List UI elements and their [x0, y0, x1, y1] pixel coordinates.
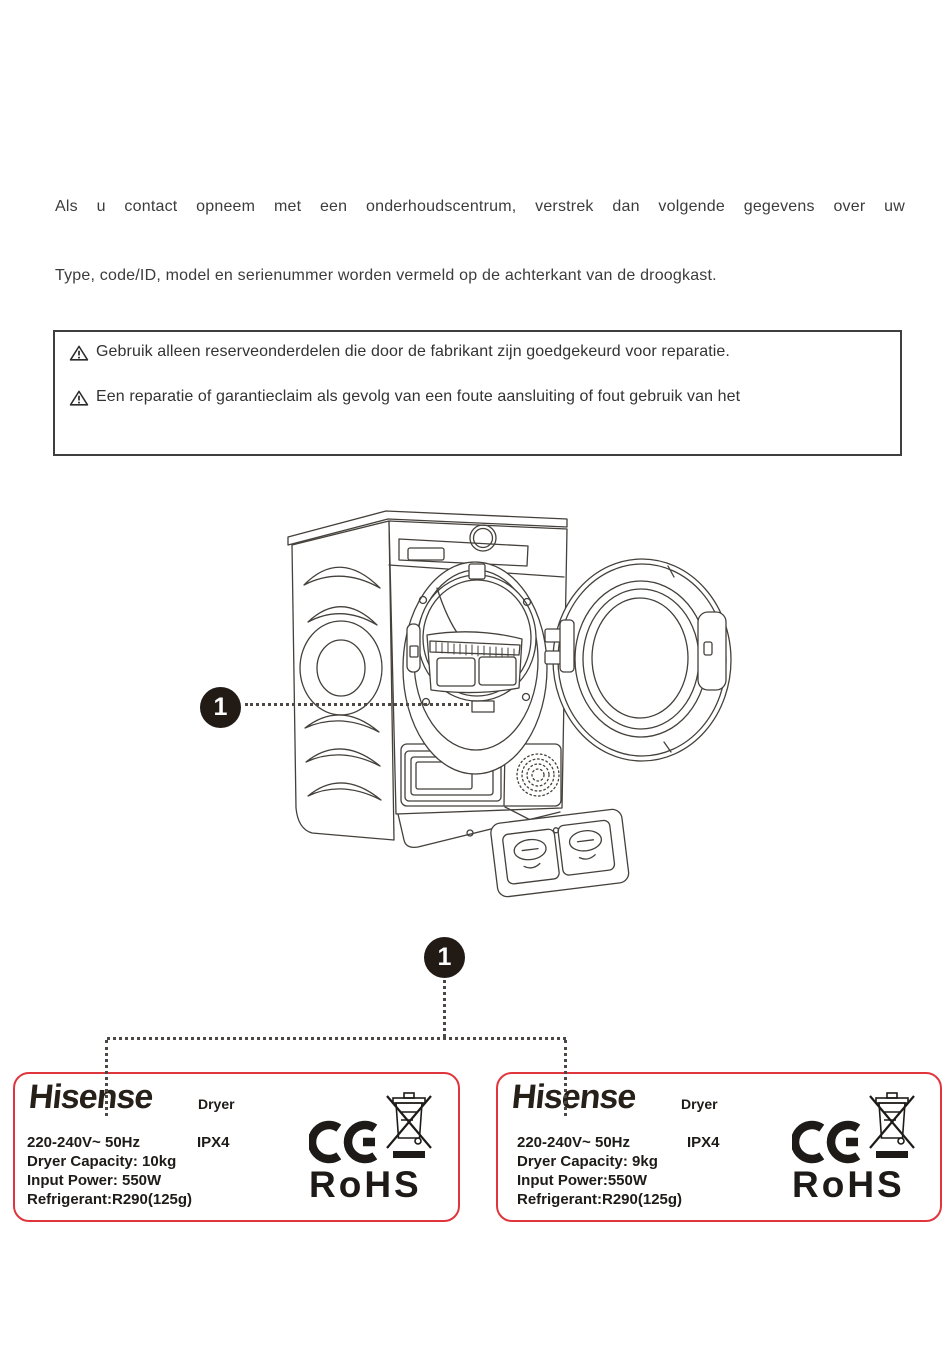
product-type-label: Dryer	[198, 1096, 235, 1112]
rating-label-9kg	[496, 1072, 942, 1222]
dryer-door	[553, 559, 731, 761]
callout-number: 1	[437, 943, 452, 971]
callout-badge-2	[424, 937, 465, 978]
hisense-logo: Hisense	[510, 1078, 638, 1116]
dryer-illustration	[280, 490, 740, 910]
intro-paragraph-1: Als u contact opneem met een onderhoudscentrum, verstrek dan volgende gegevens over uw	[55, 198, 905, 215]
rating-label-10kg	[13, 1072, 460, 1222]
ce-mark-icon	[792, 1118, 870, 1166]
warning-box	[53, 330, 902, 456]
callout-number: 1	[213, 693, 228, 721]
warning-item	[69, 388, 740, 407]
dotted-connector-left-label	[105, 1040, 108, 1116]
refrigerant-line: Refrigerant:R290(125g)	[27, 1191, 193, 1208]
refrigerant-line: Refrigerant:R290(125g)	[517, 1191, 683, 1208]
warning-icon	[69, 389, 89, 407]
rohs-mark: RoHS	[309, 1164, 422, 1205]
rating-specs	[517, 1133, 720, 1209]
dryer-side-panel	[292, 521, 394, 840]
warning-text: Een reparatie of garantieclaim als gevolg van een foute aansluiting of fout gebruik van het	[96, 388, 741, 405]
weee-bin-icon	[867, 1090, 917, 1160]
dotted-connector-right-label	[564, 1040, 567, 1116]
intro-paragraph-2: Type, code/ID, model en serienummer worden vermeld op de achterkant van de droogkast.	[55, 267, 717, 284]
input-power-line: Input Power: 550W	[27, 1172, 162, 1189]
voltage-frequency: 220-240V~ 50Hz	[27, 1134, 140, 1151]
weee-bin-icon	[384, 1090, 434, 1160]
warning-icon	[69, 344, 89, 362]
lint-filter-basket	[427, 632, 522, 693]
ip-rating: IPX4	[687, 1134, 720, 1151]
dotted-connector-callout2-stem	[443, 980, 446, 1037]
ip-rating: IPX4	[197, 1134, 230, 1151]
rating-specs	[27, 1133, 230, 1209]
warning-text: Gebruik alleen reserveonderdelen die door de fabrikant zijn goedgekeurd voor reparatie.	[96, 343, 730, 360]
rohs-mark: RoHS	[792, 1164, 905, 1205]
input-power-line: Input Power:550W	[517, 1172, 648, 1189]
hisense-logo: Hisense	[27, 1078, 155, 1116]
ce-mark-icon	[309, 1118, 387, 1166]
callout-badge-1	[200, 687, 241, 728]
warning-item	[69, 343, 730, 362]
service-cover	[490, 808, 630, 898]
product-type-label: Dryer	[681, 1096, 718, 1112]
capacity-line: Dryer Capacity: 9kg	[517, 1153, 658, 1170]
capacity-line: Dryer Capacity: 10kg	[27, 1153, 177, 1170]
dotted-connector-callout1	[245, 703, 469, 706]
dotted-connector-horizontal	[107, 1037, 566, 1040]
voltage-frequency: 220-240V~ 50Hz	[517, 1134, 630, 1151]
